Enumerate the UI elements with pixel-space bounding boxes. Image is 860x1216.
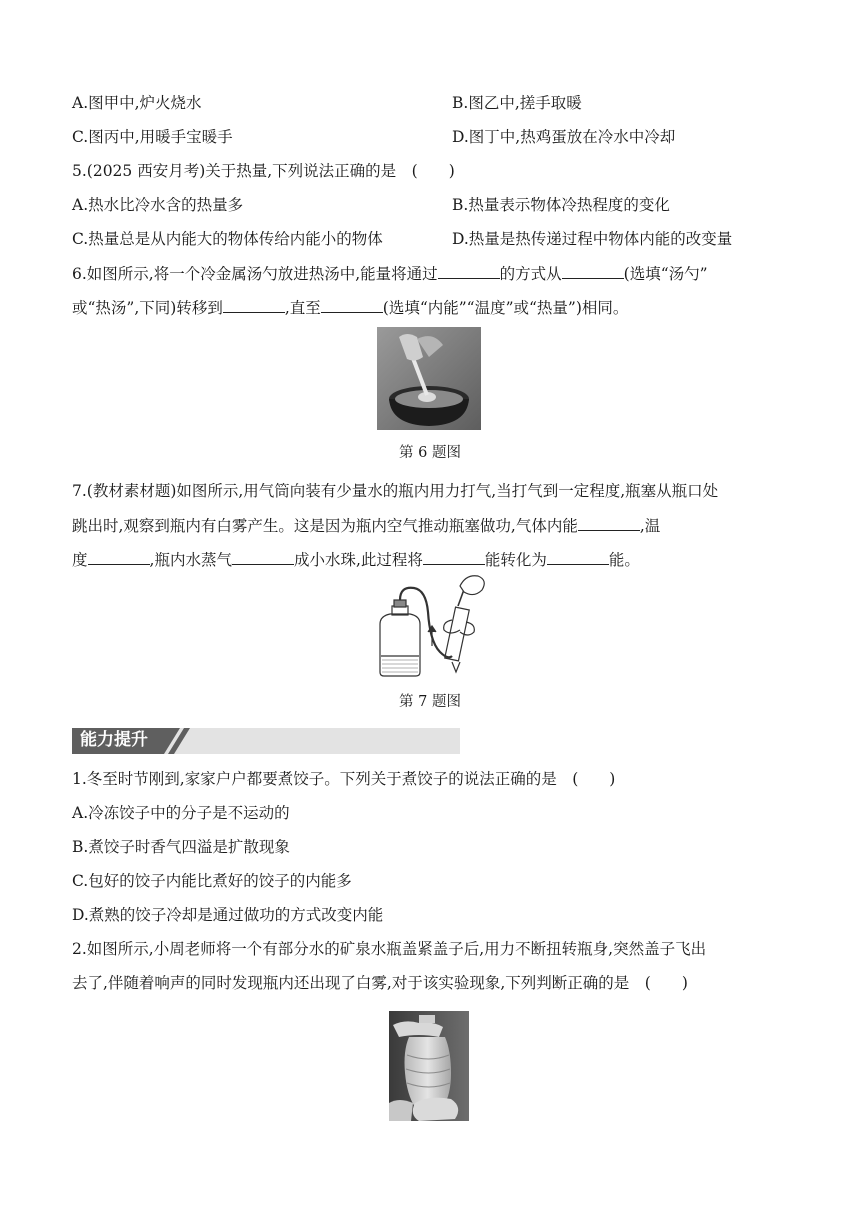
question-5-stem: 5.(2025 西安月考)关于热量,下列说法正确的是 ( )	[72, 162, 455, 180]
answer-blank[interactable]	[321, 296, 383, 313]
option-c: C.图丙中,用暖手宝暖手	[72, 128, 233, 146]
ability-question-2-line-2: 去了,伴随着响声的同时发现瓶内还出现了白雾,对于该实验现象,下列判断正确的是 ( )	[72, 974, 688, 992]
q7-text: ,温	[639, 517, 661, 535]
ability-question-2-line-1: 2.如图所示,小周老师将一个有部分水的矿泉水瓶盖紧盖子后,用力不断扭转瓶身,突然盖子飞出	[72, 940, 707, 958]
question-7-line-2	[72, 514, 660, 537]
q6-text: (选填“汤勺”	[623, 265, 708, 283]
question-5-option-d: D.热量是热传递过程中物体内能的改变量	[452, 230, 733, 248]
q6-text: 的方式从	[499, 265, 562, 283]
twisted-bottle-photo	[389, 1011, 469, 1121]
question-5-option-c: C.热量总是从内能大的物体传给内能小的物体	[72, 230, 383, 248]
figure-6-caption: 第 6 题图	[399, 445, 461, 461]
q6-text: ,直至	[284, 299, 321, 317]
q7-text: 成小水珠,此过程将	[293, 551, 423, 569]
answer-blank[interactable]	[438, 262, 500, 279]
question-5-option-a: A.热水比冷水含的热量多	[72, 196, 244, 214]
question-6-line-1	[72, 262, 708, 285]
q7-text: ,瓶内水蒸气	[149, 551, 232, 569]
question-7-line-3	[72, 548, 640, 571]
question-5-option-b: B.热量表示物体冷热程度的变化	[452, 196, 670, 214]
answer-blank[interactable]	[547, 548, 609, 565]
answer-blank[interactable]	[88, 548, 150, 565]
question-6-line-2	[72, 296, 628, 319]
option-a: A.图甲中,炉火烧水	[72, 94, 202, 112]
figure-7-caption: 第 7 题图	[399, 694, 461, 710]
answer-blank[interactable]	[232, 548, 294, 565]
answer-blank[interactable]	[223, 296, 285, 313]
ability-question-1-stem: 1.冬至时节刚到,家家户户都要煮饺子。下列关于煮饺子的说法正确的是 ( )	[72, 770, 616, 788]
answer-blank[interactable]	[423, 548, 485, 565]
ability-question-1-option-d: D.煮熟的饺子冷却是通过做功的方式改变内能	[72, 906, 384, 924]
ability-question-1-option-a: A.冷冻饺子中的分子是不运动的	[72, 804, 290, 822]
q6-text: (选填“内能”“温度”或“热量”)相同。	[382, 299, 629, 317]
q7-text: 能转化为	[484, 551, 547, 569]
question-7-line-1: 7.(教材素材题)如图所示,用气筒向装有少量水的瓶内用力打气,当打气到一定程度,瓶塞从瓶口处	[72, 482, 719, 500]
q7-text: 度	[72, 551, 88, 569]
q6-text: 6.如图所示,将一个冷金属汤勺放进热汤中,能量将通过	[72, 265, 438, 283]
q7-text: 跳出时,观察到瓶内有白雾产生。这是因为瓶内空气推动瓶塞做功,气体内能	[72, 517, 578, 535]
answer-blank[interactable]	[562, 262, 624, 279]
option-d: D.图丁中,热鸡蛋放在冷水中冷却	[452, 128, 676, 146]
ability-question-1-option-c: C.包好的饺子内能比煮好的饺子的内能多	[72, 872, 352, 890]
q7-text: 能。	[608, 551, 640, 569]
soup-spoon-photo	[377, 327, 481, 430]
pump-bottle-diagram	[370, 572, 494, 682]
q6-text: 或“热汤”,下同)转移到	[72, 299, 223, 317]
section-title: 能力提升	[80, 730, 148, 750]
option-b: B.图乙中,搓手取暖	[452, 94, 582, 112]
answer-blank[interactable]	[578, 514, 640, 531]
ability-question-1-option-b: B.煮饺子时香气四溢是扩散现象	[72, 838, 290, 856]
